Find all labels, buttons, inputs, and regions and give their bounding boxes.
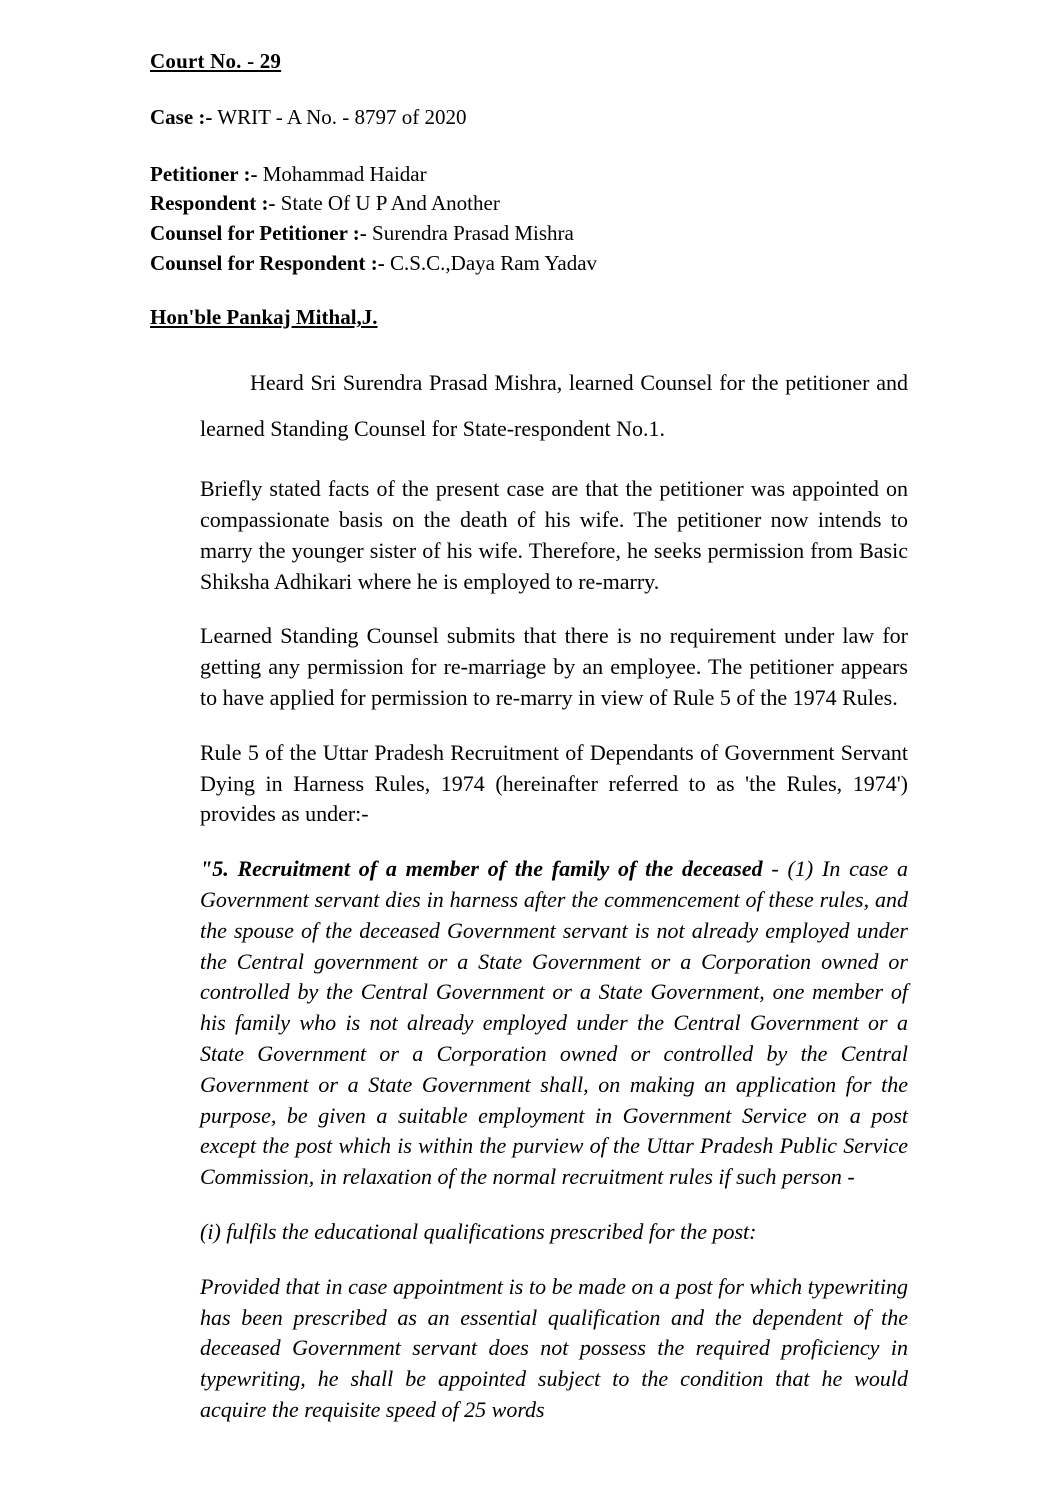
respondent-value: State Of U P And Another xyxy=(275,191,500,216)
parties-block xyxy=(150,160,908,279)
spacer xyxy=(150,279,908,305)
spacer xyxy=(150,74,908,104)
petitioner-value: Mohammad Haidar xyxy=(257,161,427,186)
counsel-respondent-line xyxy=(150,249,908,279)
counsel-petitioner-value: Surendra Prasad Mishra xyxy=(366,221,574,246)
quoted-rule-5 xyxy=(200,854,908,1193)
counsel-petitioner-label: Counsel for Petitioner :- xyxy=(150,221,367,246)
paragraph-facts: Briefly stated facts of the present case are that the petitioner was appointed on compassionate basis on the death of his wife. The petitioner now intends to marry the younger sister of his wife. Therefore, he seeks permission from Basic Shiksha Adhikari where he is employed to re-marry. xyxy=(200,476,908,594)
paragraph-standing-counsel: Learned Standing Counsel submits that there is no requirement under law for getting any permission for re-marriage by an employee. The petitioner appears to have applied for permission to re-marry in view of Rule 5 of the 1974 Rules. xyxy=(200,623,908,710)
paragraph-rule-intro: Rule 5 of the Uttar Pradesh Recruitment of Dependants of Government Servant Dying in Harness Rules, 1974 (hereinafter referred to as 'the Rules, 1974') provides as under:- xyxy=(200,739,908,827)
spacer xyxy=(150,330,908,360)
respondent-line xyxy=(150,189,908,219)
petitioner-label: Petitioner :- xyxy=(150,161,258,186)
counsel-petitioner-line xyxy=(150,219,908,249)
quoted-clause-i: (i) fulfils the educational qualifications prescribed for the post: xyxy=(200,1218,757,1244)
counsel-respondent-label: Counsel for Respondent :- xyxy=(150,250,385,275)
quoted-proviso: Provided that in case appointment is to be made on a post for which typewriting has been prescribed as an essential qualification and the dependent of the deceased Government servant does not possess the required proficiency in typewriting, he shall be appointed subject to the condition that he would acquire the requisite speed of 25 words xyxy=(200,1273,908,1422)
body-text xyxy=(150,360,908,1426)
court-number: Court No. - 29 xyxy=(150,49,282,73)
counsel-respondent-value: C.S.C.,Daya Ram Yadav xyxy=(384,250,598,275)
quoted-rule-heading: "5. Recruitment of a member of the family of the deceased xyxy=(200,856,763,882)
court-number-line xyxy=(150,48,908,74)
petitioner-line xyxy=(150,160,908,190)
paragraph-heard: Heard Sri Surendra Prasad Mishra, learned Counsel for the petitioner and learned Standing Counsel for State-respondent No.1. xyxy=(200,369,908,441)
case-line xyxy=(150,104,908,131)
judge-line xyxy=(150,305,908,330)
judge-name: Hon'ble Pankaj Mithal,J. xyxy=(150,304,378,329)
case-label: Case :- xyxy=(150,105,213,130)
quoted-rule-text: - (1) In case a Government servant dies in harness after the commencement of these rules, and the spouse of the deceased Government servant is not already employed under the Central government or a State Government or a Corporation owned or controlled by the Central Government or a State Government, one member of his family who is not already employed under the Central Government or a State Government or a Corporation owned or controlled by the Central Government or a State Government shall, on making an application for the purpose, be given a suitable employment in Government Service on a post except the post which is within the purview of the Uttar Pradesh Public Service Commission, in relaxation of the normal recruitment rules if such person - xyxy=(200,856,908,1190)
respondent-label: Respondent :- xyxy=(150,191,276,216)
case-value: WRIT - A No. - 8797 of 2020 xyxy=(212,105,467,130)
spacer xyxy=(150,132,908,160)
